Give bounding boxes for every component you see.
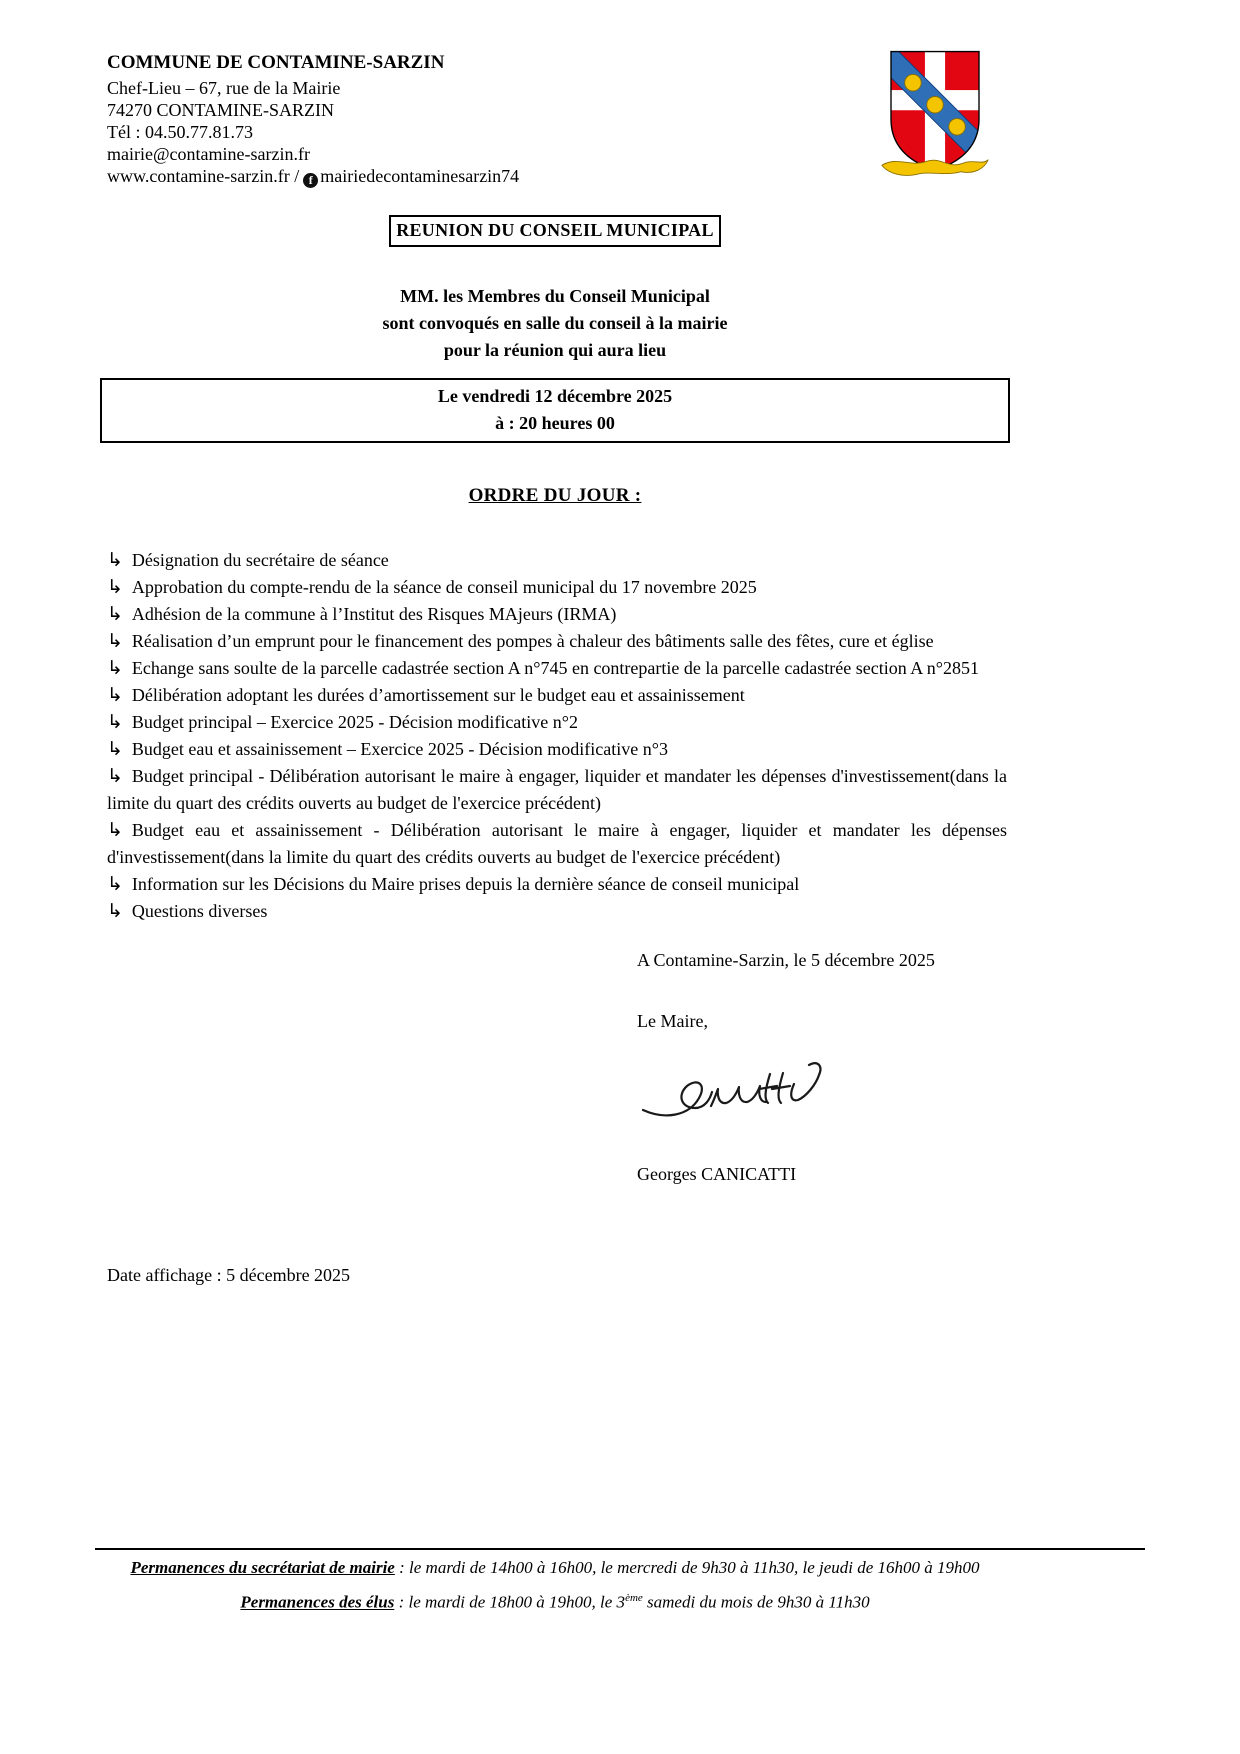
agenda-bullet-icon: ↳ — [107, 901, 123, 922]
agenda-item — [107, 547, 1007, 574]
agenda-bullet-icon: ↳ — [107, 604, 123, 625]
agenda-bullet-icon: ↳ — [107, 766, 123, 787]
agenda-item-text: Echange sans soulte de la parcelle cadastrée section A n°745 en contrepartie de la parcelle cadastrée section A n°2851 — [131, 658, 979, 678]
footer-divider — [95, 1548, 1145, 1550]
footer — [0, 1548, 1240, 1615]
agenda-item-text: Budget principal – Exercice 2025 - Décision modificative n°2 — [131, 712, 578, 732]
agenda-item-text: Budget principal - Délibération autorisant le maire à engager, liquider et mandater les dépenses d'investissement(dans la limite du quart des crédits ouverts au budget de l'exercice précédent) — [107, 766, 1007, 813]
agenda-heading: ORDRE DU JOUR : — [468, 485, 642, 506]
agenda-item-text: Approbation du compte-rendu de la séance de conseil municipal du 17 novembre 2025 — [131, 577, 757, 597]
document-title: REUNION DU CONSEIL MUNICIPAL — [389, 215, 721, 247]
agenda-item-text: Adhésion de la commune à l’Institut des Risques MAjeurs (IRMA) — [131, 604, 617, 624]
agenda-bullet-icon: ↳ — [107, 658, 123, 679]
agenda-item — [107, 763, 1007, 817]
document-body — [100, 215, 1010, 1286]
meeting-date: Le vendredi 12 décembre 2025 — [437, 386, 673, 406]
agenda-bullet-icon: ↳ — [107, 712, 123, 733]
agenda-bullet-icon: ↳ — [107, 577, 123, 598]
intro-line-2: sont convoqués en salle du conseil à la mairie — [382, 313, 728, 333]
agenda-bullet-icon: ↳ — [107, 820, 123, 841]
agenda-item — [107, 817, 1007, 871]
signatory-name: Georges CANICATTI — [637, 1164, 797, 1184]
convocation-intro — [100, 283, 1010, 364]
agenda-bullet-icon: ↳ — [107, 874, 123, 895]
agenda-bullet-icon: ↳ — [107, 550, 123, 571]
place-and-date: A Contamine-Sarzin, le 5 décembre 2025 — [637, 950, 935, 970]
signature-graphic — [637, 1046, 837, 1138]
display-date: Date affichage : 5 décembre 2025 — [107, 1265, 351, 1285]
footer-label-elus: Permanences des élus — [240, 1592, 395, 1612]
address-line-1: Chef-Lieu – 67, rue de la Mairie — [107, 78, 341, 98]
footer-label-secretariat: Permanences du secrétariat de mairie — [130, 1558, 395, 1577]
mayor-signature — [637, 1046, 1010, 1138]
email-line: mairie@contamine-sarzin.fr — [107, 144, 310, 164]
intro-line-1: MM. les Membres du Conseil Municipal — [400, 286, 710, 306]
agenda-bullet-icon: ↳ — [107, 685, 123, 706]
agenda-item — [107, 601, 1007, 628]
facebook-handle: mairiedecontaminesarzin74 — [320, 166, 520, 186]
agenda-item — [107, 871, 1007, 898]
website-line — [107, 165, 519, 188]
agenda-item — [107, 898, 1007, 925]
agenda-item-text: Questions diverses — [131, 901, 268, 921]
footer-hours-secretariat: : le mardi de 14h00 à 16h00, le mercredi de 9h30 à 11h30, le jeudi de 16h00 à 19h00 — [394, 1558, 980, 1577]
agenda-item — [107, 628, 1007, 655]
signatory-role: Le Maire, — [637, 1011, 708, 1031]
meeting-time: à : 20 heures 00 — [495, 413, 615, 433]
agenda-bullet-icon: ↳ — [107, 631, 123, 652]
commune-name: COMMUNE DE CONTAMINE-SARZIN — [107, 52, 445, 73]
footer-hours-elus-pre: : le mardi de 18h00 à 19h00, le 3 — [394, 1592, 626, 1612]
footer-hours-elus-post: samedi du mois de 9h30 à 11h30 — [642, 1592, 870, 1612]
meeting-date-box — [100, 378, 1010, 443]
phone-line: Tél : 04.50.77.81.73 — [107, 122, 253, 142]
agenda-item — [107, 655, 1007, 682]
agenda-item — [107, 574, 1007, 601]
agenda-item — [107, 736, 1007, 763]
intro-line-3: pour la réunion qui aura lieu — [443, 340, 667, 360]
agenda-item-text: Délibération adoptant les durées d’amortissement sur le budget eau et assainissement — [131, 685, 745, 705]
agenda-item-text: Information sur les Décisions du Maire prises depuis la dernière séance de conseil municipal — [131, 874, 800, 894]
agenda-item-text: Budget eau et assainissement - Délibération autorisant le maire à engager, liquider et mandater les dépenses d'investissement(dans la limite du quart des crédits ouverts au budget de l'exercice précédent) — [107, 820, 1007, 867]
footer-ordinal: ème — [625, 1592, 643, 1604]
website-text: www.contamine-sarzin.fr / — [107, 166, 300, 186]
agenda-item — [107, 709, 1007, 736]
agenda-item-text: Désignation du secrétaire de séance — [131, 550, 389, 570]
agenda-item-text: Budget eau et assainissement – Exercice 2025 - Décision modificative n°3 — [131, 739, 668, 759]
address-line-2: 74270 CONTAMINE-SARZIN — [107, 100, 335, 120]
agenda-item-text: Réalisation d’un emprunt pour le financement des pompes à chaleur des bâtiments salle des fêtes, cure et église — [131, 631, 934, 651]
letterhead — [107, 52, 519, 188]
agenda-bullet-icon: ↳ — [107, 739, 123, 760]
agenda-list — [100, 547, 1010, 925]
footer-permanences-elus — [100, 1586, 1010, 1615]
agenda-item — [107, 682, 1007, 709]
facebook-icon: f — [303, 173, 318, 188]
coat-of-arms — [880, 42, 990, 189]
footer-permanences-secretariat — [100, 1556, 1010, 1580]
coat-of-arms-graphic — [880, 42, 990, 184]
